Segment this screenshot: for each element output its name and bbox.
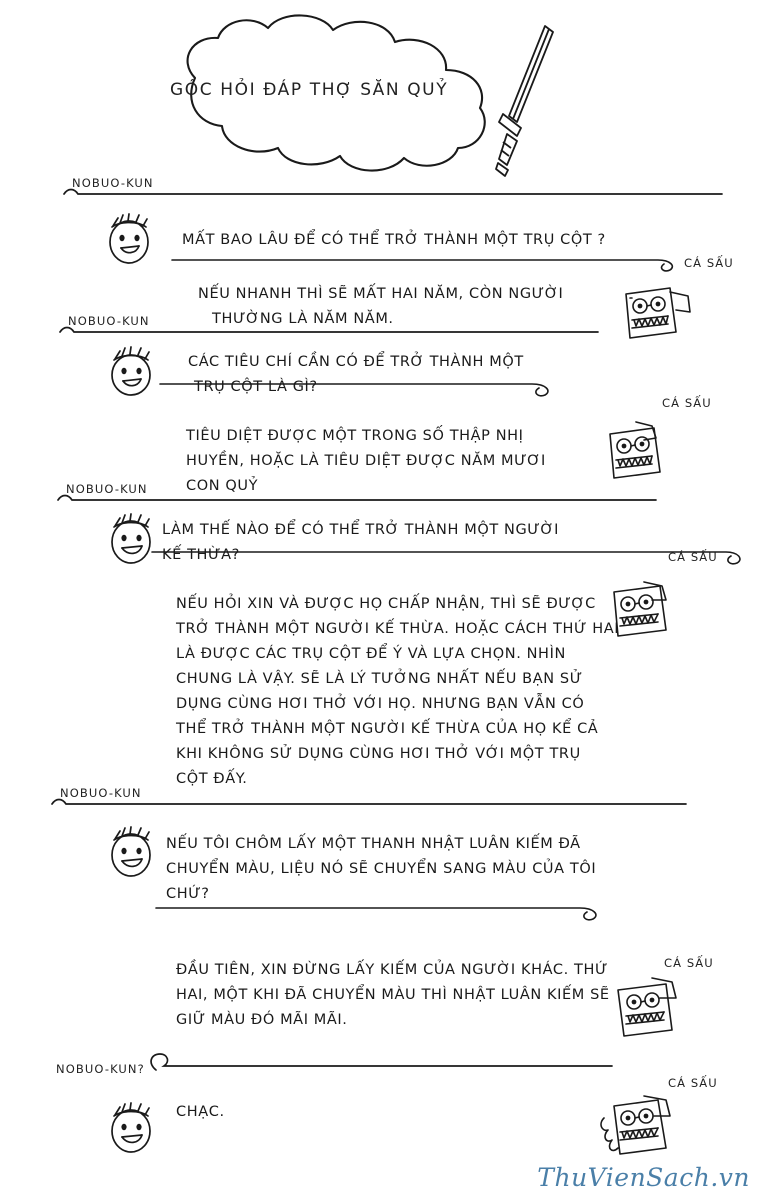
underline-nobuo-1 <box>62 186 762 200</box>
dialogue-line: TRỞ THÀNH MỘT NGƯỜI KẾ THỪA. HOẶC CÁCH THỨ HAI <box>176 621 620 637</box>
dialogue-line: CỘT ĐẤY. <box>176 771 248 787</box>
speaker-label-casau-5: CÁ SẤU <box>668 1076 718 1090</box>
face-nobuo-4 <box>100 820 162 884</box>
underline-nobuo-4 <box>50 796 710 810</box>
speaker-label-casau-2: CÁ SẤU <box>662 396 712 410</box>
underline-nobuo-2 <box>58 324 618 338</box>
dialogue-casau-2 <box>186 424 546 499</box>
dialogue-line: NẾU NHANH THÌ SẼ MẤT HAI NĂM, CÒN NGƯỜI <box>198 286 564 302</box>
face-casau-4 <box>608 972 700 1048</box>
speaker-label-nobuo-2: NOBUO-KUN <box>68 314 150 328</box>
dialogue-casau-4 <box>176 958 610 1033</box>
dialogue-line: KẾ THỪA? <box>162 547 240 563</box>
face-casau-2 <box>600 418 688 490</box>
dialogue-line: CHUNG LÀ VẬY. SẼ LÀ LÝ TƯỞNG NHẤT NẾU BẠN SỬ <box>176 671 583 687</box>
sword-icon <box>487 22 567 182</box>
speaker-label-casau-3: CÁ SẤU <box>668 550 718 564</box>
face-nobuo-1 <box>98 208 160 270</box>
speaker-label-nobuo-5: NOBUO-KUN? <box>56 1062 145 1076</box>
dialogue-line: THƯỜNG LÀ NĂM NĂM. <box>212 311 394 327</box>
face-casau-1 <box>618 282 698 350</box>
dialogue-line: CON QUỶ <box>186 478 259 494</box>
dialogue-line: MẤT BAO LÂU ĐỂ CÓ THỂ TRỞ THÀNH MỘT TRỤ CỘT ? <box>182 232 606 248</box>
dialogue-nobuo-4 <box>166 832 596 907</box>
dialogue-line: CHUYỂN MÀU, LIỆU NÓ SẼ CHUYỂN SANG MÀU CỦA TÔI <box>166 861 597 877</box>
dialogue-casau-3 <box>176 592 619 792</box>
dialogue-line: GIỮ MÀU ĐÓ MÃI MÃI. <box>176 1012 348 1028</box>
speaker-label-casau-1: CÁ SẤU <box>684 256 734 270</box>
underline-dialogue-4 <box>156 902 656 924</box>
underline-dialogue-3 <box>152 546 712 568</box>
title-speech-cloud <box>100 8 520 188</box>
dialogue-line: NẾU HỎI XIN VÀ ĐƯỢC HỌ CHẤP NHẬN, THÌ SẼ ĐƯỢC <box>176 596 596 612</box>
dialogue-line: LÀ ĐƯỢC CÁC TRỤ CỘT ĐỂ Ý VÀ LỰA CHỌN. NHÌN <box>176 646 566 662</box>
speaker-label-nobuo-3: NOBUO-KUN <box>66 482 148 496</box>
speaker-label-nobuo-1: NOBUO-KUN <box>72 176 154 190</box>
dialogue-line: TIÊU DIỆT ĐƯỢC MỘT TRONG SỐ THẬP NHỊ <box>186 428 524 444</box>
dialogue-line: NẾU TÔI CHÔM LẤY MỘT THANH NHẬT LUÂN KIẾM ĐÃ <box>166 836 581 852</box>
dialogue-line: LÀM THẾ NÀO ĐỂ CÓ THỂ TRỞ THÀNH MỘT NGƯỜI <box>162 522 560 538</box>
speaker-label-nobuo-4: NOBUO-KUN <box>60 786 142 800</box>
dialogue-line: CHỨ? <box>166 886 210 902</box>
watermark <box>537 1163 750 1192</box>
page-title: GÓC HỎI ĐÁP THỢ SĂN QUỶ <box>170 80 449 100</box>
underline-dialogue-1 <box>172 254 692 276</box>
face-nobuo-2 <box>100 342 162 402</box>
dialogue-line: TRỤ CỘT LÀ GÌ? <box>194 379 318 395</box>
dialogue-line: CHẠC. <box>176 1104 225 1120</box>
face-nobuo-5 <box>100 1096 162 1160</box>
dialogue-line: DỤNG CÙNG HƠI THỞ VỚI HỌ. NHƯNG BẠN VẪN CÓ <box>176 696 585 712</box>
dialogue-line: CÁC TIÊU CHÍ CẦN CÓ ĐỂ TRỞ THÀNH MỘT <box>188 354 524 370</box>
watermark-text: ThuVienSach.vn <box>537 1163 750 1192</box>
dialogue-line: HUYỀN, HOẶC LÀ TIÊU DIỆT ĐƯỢC NĂM MƯƠI <box>186 453 546 469</box>
dialogue-line: HAI, MỘT KHI ĐÃ CHUYỂN MÀU THÌ NHẬT LUÂN KIẾM SẼ <box>176 987 610 1003</box>
dialogue-nobuo-1 <box>182 228 606 253</box>
dialogue-line: KHI KHÔNG SỬ DỤNG CÙNG HƠI THỞ VỚI MỘT TRỤ <box>176 746 581 762</box>
speaker-label-casau-4: CÁ SẤU <box>664 956 714 970</box>
underline-nobuo-3 <box>56 492 676 506</box>
dialogue-nobuo-5 <box>176 1100 225 1125</box>
underline-dialogue-2 <box>160 378 580 400</box>
dialogue-line: THỂ TRỞ THÀNH MỘT NGƯỜI KẾ THỪA CỦA HỌ KỂ CẢ <box>176 721 599 737</box>
underline-nobuo-5 <box>146 1050 646 1072</box>
dialogue-line: ĐẦU TIÊN, XIN ĐỪNG LẤY KIẾM CỦA NGƯỜI KHÁC. THỨ <box>176 962 609 978</box>
